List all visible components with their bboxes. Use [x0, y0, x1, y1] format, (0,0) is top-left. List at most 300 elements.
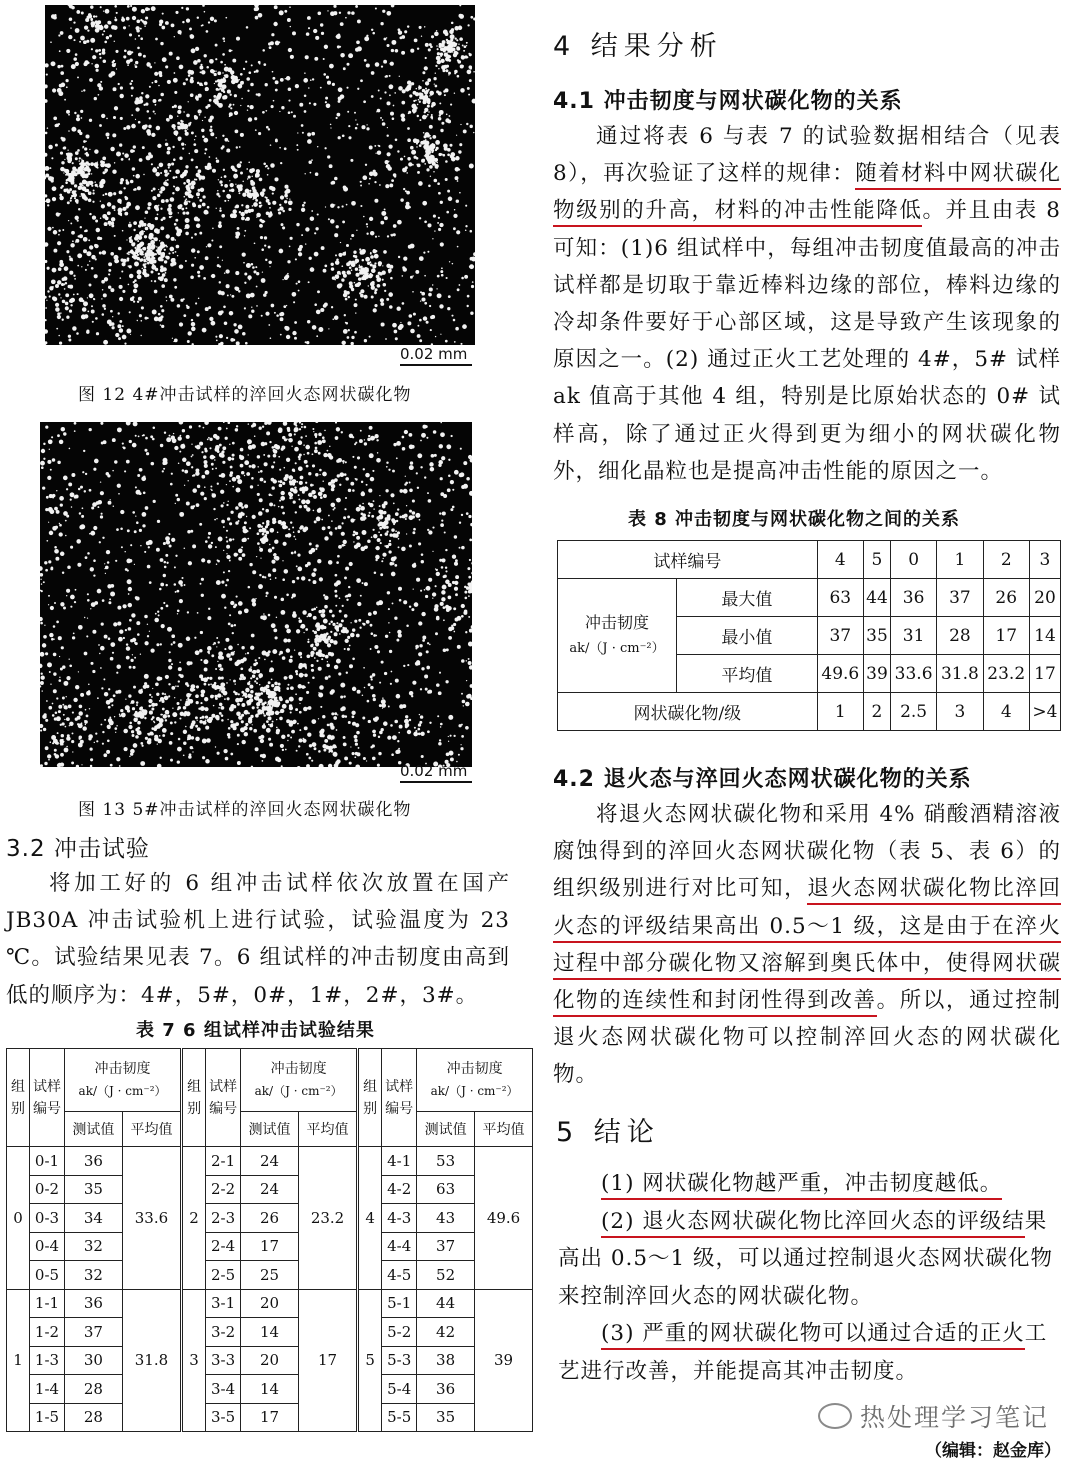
carbide-speck	[118, 493, 120, 495]
carbide-speck	[219, 79, 220, 80]
carbide-speck	[244, 521, 247, 524]
carbide-speck	[471, 285, 474, 288]
carbide-speck	[181, 7, 183, 9]
carbide-speck	[198, 275, 201, 278]
carbide-speck	[126, 559, 131, 564]
carbide-speck	[101, 204, 105, 208]
carbide-speck	[247, 90, 249, 92]
carbide-speck	[279, 520, 281, 522]
carbide-speck	[90, 38, 95, 43]
carbide-speck	[289, 246, 291, 248]
carbide-speck	[440, 492, 444, 496]
carbide-speck	[130, 544, 132, 546]
carbide-speck	[288, 492, 292, 496]
carbide-speck	[231, 50, 233, 52]
carbide-speck	[370, 686, 373, 689]
carbide-speck	[99, 124, 102, 127]
carbide-speck	[68, 335, 71, 338]
carbide-speck	[341, 619, 344, 622]
carbide-speck	[74, 197, 76, 199]
carbide-speck	[148, 223, 150, 225]
carbide-speck	[82, 147, 83, 148]
carbide-speck	[200, 71, 202, 73]
carbide-speck	[210, 168, 211, 169]
carbide-speck	[424, 589, 426, 591]
carbide-speck	[375, 236, 377, 238]
carbide-speck	[371, 286, 375, 290]
carbide-speck	[299, 505, 302, 508]
carbide-speck	[164, 566, 167, 569]
carbide-speck	[183, 196, 185, 198]
carbide-speck	[210, 132, 214, 136]
carbide-speck	[92, 630, 96, 634]
carbide-speck	[70, 198, 72, 200]
carbide-speck	[229, 679, 230, 680]
carbide-speck	[48, 759, 50, 761]
carbide-speck	[379, 505, 381, 507]
carbide-speck	[393, 503, 395, 505]
carbide-speck	[292, 580, 295, 583]
carbide-speck	[130, 659, 133, 662]
carbide-speck	[413, 100, 415, 102]
carbide-speck	[164, 260, 167, 263]
carbide-speck	[427, 105, 430, 108]
carbide-speck	[465, 229, 467, 231]
carbide-speck	[388, 166, 392, 170]
carbide-speck	[59, 260, 63, 264]
carbide-speck	[151, 250, 152, 251]
carbide-speck	[346, 599, 348, 601]
carbide-speck	[127, 529, 130, 532]
carbide-speck	[457, 616, 462, 621]
carbide-speck	[437, 222, 439, 224]
carbide-speck	[44, 561, 47, 564]
carbide-speck	[216, 157, 218, 159]
carbide-speck	[262, 522, 264, 524]
carbide-speck	[172, 192, 174, 194]
carbide-speck	[58, 123, 60, 125]
carbide-speck	[451, 157, 456, 162]
carbide-speck	[450, 34, 455, 39]
carbide-speck	[338, 623, 342, 627]
carbide-speck	[285, 624, 289, 628]
carbide-speck	[452, 489, 454, 491]
carbide-speck	[464, 610, 468, 614]
carbide-speck	[178, 738, 181, 741]
carbide-speck	[431, 151, 433, 153]
carbide-speck	[354, 282, 356, 284]
carbide-speck	[278, 506, 279, 507]
carbide-speck	[158, 273, 160, 275]
carbide-speck	[102, 157, 106, 161]
carbide-speck	[334, 177, 338, 181]
carbide-speck	[41, 676, 45, 680]
carbide-speck	[266, 523, 268, 525]
carbide-speck	[145, 94, 149, 98]
carbide-speck	[111, 217, 115, 221]
carbide-speck	[391, 671, 393, 673]
carbide-speck	[162, 708, 165, 711]
carbide-speck	[50, 177, 54, 181]
carbide-speck	[234, 94, 237, 97]
carbide-speck	[280, 162, 282, 164]
carbide-speck	[110, 499, 111, 500]
carbide-speck	[351, 234, 354, 237]
carbide-speck	[442, 585, 447, 590]
carbide-speck	[161, 624, 165, 628]
carbide-speck	[229, 480, 231, 482]
carbide-speck	[320, 308, 324, 312]
carbide-speck	[40, 724, 43, 728]
carbide-speck	[308, 281, 310, 283]
carbide-speck	[129, 158, 130, 159]
carbide-speck	[53, 689, 57, 693]
carbide-speck	[89, 284, 92, 287]
carbide-speck	[458, 150, 461, 153]
carbide-speck	[425, 139, 427, 141]
carbide-speck	[308, 87, 310, 89]
carbide-speck	[128, 284, 130, 286]
carbide-speck	[434, 230, 435, 231]
carbide-speck	[75, 718, 78, 721]
carbide-speck	[346, 204, 348, 206]
carbide-speck	[350, 159, 353, 162]
carbide-speck	[151, 244, 156, 249]
carbide-speck	[337, 113, 341, 117]
carbide-speck	[471, 562, 472, 565]
carbide-speck	[253, 729, 257, 733]
carbide-speck	[298, 652, 302, 656]
carbide-speck	[221, 706, 225, 710]
carbide-speck	[428, 156, 432, 160]
carbide-speck	[259, 574, 261, 576]
carbide-speck	[286, 186, 289, 189]
carbide-speck	[40, 730, 42, 732]
carbide-speck	[102, 34, 104, 36]
carbide-speck	[268, 212, 272, 216]
carbide-speck	[454, 92, 455, 93]
carbide-speck	[65, 535, 67, 537]
carbide-speck	[409, 488, 413, 492]
carbide-speck	[269, 544, 270, 545]
carbide-speck	[118, 247, 122, 251]
carbide-speck	[179, 599, 183, 603]
carbide-speck	[251, 263, 254, 266]
carbide-speck	[364, 36, 369, 41]
carbide-speck	[86, 251, 91, 256]
carbide-speck	[87, 593, 89, 595]
carbide-speck	[43, 728, 46, 731]
carbide-speck	[70, 199, 72, 201]
carbide-speck	[279, 484, 283, 488]
carbide-speck	[401, 51, 405, 55]
carbide-speck	[305, 243, 306, 244]
carbide-speck	[66, 250, 69, 253]
carbide-speck	[328, 515, 330, 517]
carbide-speck	[431, 114, 433, 116]
carbide-speck	[48, 145, 53, 150]
carbide-speck	[262, 188, 265, 191]
carbide-speck	[461, 693, 463, 695]
carbide-speck	[463, 461, 467, 465]
carbide-speck	[113, 506, 114, 507]
carbide-speck	[279, 469, 281, 471]
carbide-speck	[317, 290, 320, 293]
carbide-speck	[346, 244, 349, 247]
carbide-speck	[151, 462, 155, 466]
carbide-speck	[333, 716, 337, 720]
carbide-speck	[59, 496, 64, 501]
carbide-speck	[123, 187, 125, 189]
carbide-speck	[171, 473, 173, 475]
carbide-speck	[48, 522, 49, 523]
carbide-speck	[155, 613, 157, 615]
carbide-speck	[154, 72, 158, 76]
carbide-speck	[49, 531, 53, 535]
carbide-speck	[262, 271, 263, 272]
carbide-speck	[45, 307, 47, 309]
carbide-speck	[461, 546, 465, 550]
carbide-speck	[142, 524, 145, 527]
carbide-speck	[421, 292, 425, 296]
carbide-speck	[306, 500, 311, 505]
carbide-speck	[274, 444, 279, 449]
carbide-speck	[202, 24, 204, 26]
carbide-speck	[237, 479, 242, 484]
carbide-speck	[238, 557, 242, 561]
carbide-speck	[114, 106, 118, 110]
carbide-speck	[186, 306, 189, 309]
carbide-speck	[319, 685, 324, 690]
carbide-speck	[259, 224, 263, 228]
carbide-speck	[417, 453, 422, 458]
carbide-speck	[336, 759, 340, 763]
carbide-speck	[184, 485, 185, 486]
carbide-speck	[216, 580, 221, 585]
carbide-speck	[328, 218, 330, 220]
carbide-speck	[342, 220, 345, 223]
carbide-speck	[313, 568, 316, 571]
carbide-speck	[429, 462, 433, 466]
carbide-speck	[256, 70, 259, 73]
carbide-speck	[168, 683, 170, 685]
carbide-speck	[386, 37, 387, 38]
carbide-speck	[356, 283, 360, 287]
carbide-speck	[88, 191, 92, 195]
carbide-speck	[291, 552, 294, 555]
carbide-speck	[222, 215, 224, 217]
carbide-speck	[261, 278, 266, 283]
carbide-speck	[422, 639, 425, 642]
carbide-speck	[299, 729, 301, 731]
carbide-speck	[118, 637, 123, 642]
carbide-speck	[164, 696, 169, 701]
carbide-speck	[204, 152, 206, 154]
carbide-speck	[437, 60, 441, 64]
carbide-speck	[386, 466, 388, 468]
carbide-speck	[382, 553, 386, 557]
carbide-speck	[151, 280, 153, 282]
carbide-speck	[77, 149, 80, 152]
carbide-speck	[240, 464, 244, 468]
carbide-speck	[200, 631, 203, 634]
carbide-speck	[323, 453, 327, 457]
carbide-speck	[349, 434, 353, 438]
carbide-speck	[75, 28, 80, 33]
carbide-speck	[417, 47, 419, 49]
carbide-speck	[101, 623, 104, 626]
carbide-speck	[90, 162, 94, 166]
carbide-speck	[375, 555, 379, 559]
carbide-speck	[432, 135, 436, 139]
carbide-speck	[249, 105, 253, 109]
carbide-speck	[417, 115, 419, 117]
carbide-speck	[349, 562, 353, 566]
carbide-speck	[218, 290, 222, 294]
carbide-speck	[311, 210, 313, 212]
carbide-speck	[52, 268, 57, 273]
carbide-speck	[447, 190, 450, 193]
carbide-speck	[223, 169, 225, 171]
carbide-speck	[165, 296, 167, 298]
carbide-speck	[269, 441, 271, 443]
carbide-speck	[127, 579, 132, 584]
carbide-speck	[86, 165, 88, 167]
carbide-speck	[318, 750, 321, 753]
carbide-speck	[149, 581, 152, 584]
carbide-speck	[184, 547, 186, 549]
carbide-speck	[441, 274, 444, 277]
carbide-speck	[272, 568, 276, 572]
carbide-speck	[454, 70, 458, 74]
carbide-speck	[206, 66, 209, 69]
carbide-speck	[318, 667, 322, 671]
carbide-speck	[294, 321, 297, 324]
carbide-speck	[368, 612, 372, 616]
carbide-speck	[174, 721, 176, 723]
carbide-speck	[45, 166, 49, 171]
carbide-speck	[118, 208, 123, 213]
carbide-speck	[383, 250, 387, 254]
carbide-speck	[205, 256, 209, 260]
carbide-speck	[397, 531, 400, 534]
carbide-speck	[200, 659, 202, 661]
carbide-speck	[185, 218, 190, 223]
carbide-speck	[220, 656, 224, 660]
carbide-speck	[179, 662, 181, 664]
carbide-speck	[310, 79, 312, 81]
carbide-speck	[90, 608, 91, 609]
carbide-speck	[234, 174, 237, 177]
carbide-speck	[234, 553, 238, 557]
carbide-speck	[266, 689, 269, 692]
carbide-speck	[452, 41, 456, 45]
carbide-speck	[454, 470, 459, 475]
carbide-speck	[154, 722, 155, 723]
carbide-speck	[140, 252, 143, 255]
carbide-speck	[178, 105, 182, 109]
carbide-speck	[110, 592, 115, 597]
carbide-speck	[60, 503, 63, 506]
carbide-speck	[171, 237, 175, 241]
carbide-speck	[122, 17, 124, 19]
carbide-speck	[72, 732, 74, 734]
carbide-speck	[359, 265, 361, 267]
carbide-speck	[204, 116, 206, 118]
carbide-speck	[374, 571, 377, 574]
carbide-speck	[279, 147, 281, 149]
carbide-speck	[371, 536, 373, 538]
carbide-speck	[446, 444, 451, 449]
carbide-speck	[312, 742, 317, 747]
carbide-speck	[432, 551, 433, 552]
carbide-speck	[198, 425, 200, 427]
carbide-speck	[337, 555, 340, 558]
carbide-speck	[159, 588, 162, 591]
carbide-speck	[263, 613, 265, 615]
carbide-speck	[461, 615, 464, 618]
carbide-speck	[210, 17, 214, 21]
carbide-speck	[304, 72, 306, 74]
carbide-speck	[165, 536, 170, 541]
carbide-speck	[260, 739, 264, 743]
carbide-speck	[376, 439, 378, 441]
carbide-speck	[355, 273, 359, 277]
carbide-speck	[99, 25, 104, 30]
carbide-speck	[410, 276, 413, 279]
carbide-speck	[123, 637, 125, 639]
carbide-speck	[210, 489, 211, 490]
carbide-speck	[81, 165, 84, 168]
carbide-speck	[84, 167, 88, 171]
carbide-speck	[297, 149, 299, 151]
carbide-speck	[221, 714, 224, 717]
carbide-speck	[174, 286, 177, 289]
carbide-speck	[224, 67, 229, 72]
carbide-speck	[117, 427, 122, 432]
carbide-speck	[186, 502, 190, 506]
carbide-speck	[436, 56, 441, 61]
carbide-speck	[453, 623, 456, 626]
carbide-speck	[241, 703, 245, 707]
carbide-speck	[64, 266, 69, 271]
carbide-speck	[266, 720, 269, 723]
carbide-speck	[302, 132, 304, 134]
carbide-speck	[348, 53, 353, 58]
carbide-speck	[367, 540, 371, 544]
carbide-speck	[187, 611, 189, 613]
carbide-speck	[388, 550, 391, 553]
carbide-speck	[446, 39, 448, 41]
carbide-speck	[306, 764, 310, 767]
carbide-speck	[309, 257, 312, 260]
carbide-speck	[386, 264, 390, 268]
carbide-speck	[144, 273, 148, 277]
carbide-speck	[211, 463, 214, 466]
carbide-speck	[427, 690, 431, 694]
carbide-speck	[220, 342, 224, 345]
carbide-speck	[79, 157, 81, 159]
carbide-speck	[258, 471, 260, 473]
carbide-speck	[87, 29, 89, 31]
carbide-speck	[249, 527, 251, 529]
carbide-speck	[229, 658, 232, 661]
carbide-speck	[257, 693, 261, 697]
carbide-speck	[264, 196, 266, 198]
carbide-speck	[249, 465, 252, 468]
carbide-speck	[357, 88, 359, 90]
carbide-speck	[301, 499, 306, 504]
